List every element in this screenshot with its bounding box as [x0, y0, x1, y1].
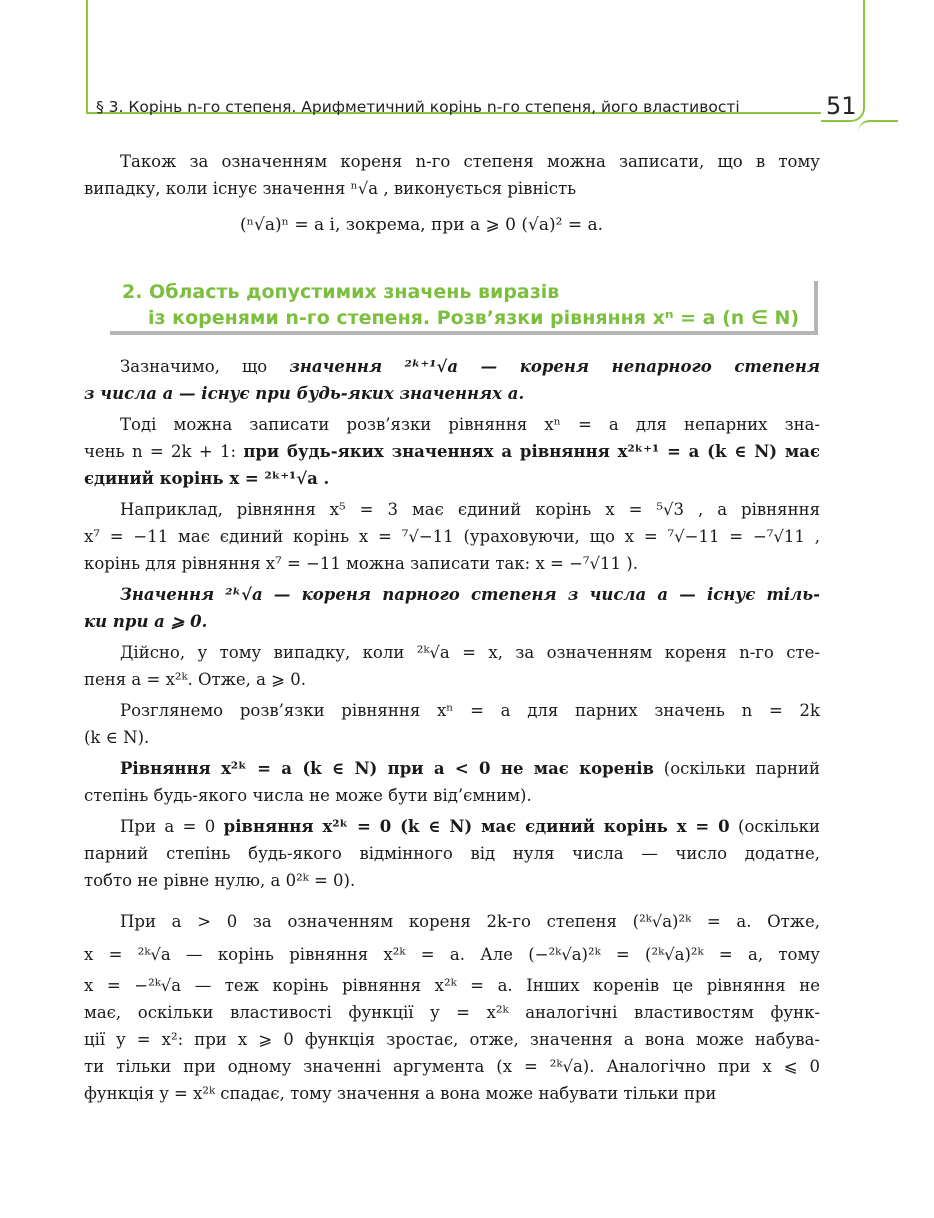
p1-lead: Зазначимо, що [120, 357, 290, 376]
section-heading-line-1: 2. Область допустимих значень виразів [122, 281, 560, 303]
p1-line-2: з числа a — існує при будь-яких значеннях a. [84, 384, 525, 403]
p8-line-3: тобто не рівне нулю, а 0²ᵏ = 0). [84, 871, 356, 890]
page-number: 51 [826, 92, 857, 120]
p2-lead: чень n = 2k + 1: [84, 442, 244, 461]
p8-bold: рівняння x²ᵏ = 0 (k ∈ N) має єдиний корінь x = 0 [223, 817, 730, 836]
p3-line-1: Наприклад, рівняння x⁵ = 3 має єдиний корінь x = ⁵√3 , а рівняння [120, 500, 820, 519]
p4-line-1: Значення ²ᵏ√a — кореня парного степеня з числа a — існує тіль- [120, 585, 820, 604]
running-header-title: § 3. Корінь n-го степеня. Арифметичний корінь n-го степеня, його властивості [96, 98, 740, 116]
p2-line-1: Тоді можна записати розв’язки рівняння xⁿ = a для непарних зна- [120, 415, 820, 434]
p9-line-5: ції y = x²: при x ⩾ 0 функція зростає, отже, значення a вона може набува- [84, 1030, 820, 1049]
p9-line-1: При a > 0 за означенням кореня 2k-го степеня (²ᵏ√a)²ᵏ = a. Отже, [120, 912, 820, 931]
intro-paragraph [84, 148, 820, 202]
p3-line-2: x⁷ = −11 має єдиний корінь x = ⁷√−11 (ураховуючи, що x = ⁷√−11 = −⁷√11 , [84, 527, 820, 546]
p6-line-1: Розглянемо розв’язки рівняння xⁿ = a для парних значень n = 2k [120, 701, 820, 720]
p9-line-6: ти тільки при одному значенні аргумента (x = ²ᵏ√a). Аналогічно при x ⩽ 0 [84, 1057, 820, 1076]
p9-line-4: має, оскільки властивості функції y = x²ᵏ аналогічні властивостям функ- [84, 1003, 820, 1022]
frame-left-line [86, 0, 88, 114]
p4-line-2: ки при a ⩾ 0. [84, 612, 208, 631]
p9-line-7: функція y = x²ᵏ спадає, тому значення a вона може набувати тільки при [84, 1084, 717, 1103]
p2-line-3: єдиний корінь x = ²ᵏ⁺¹√a . [84, 469, 330, 488]
p3-line-3: корінь для рівняння x⁷ = −11 можна записати так: x = −⁷√11 ). [84, 554, 638, 573]
p6-line-2: (k ∈ N). [84, 728, 150, 747]
p8-line-2: парний степінь будь-якого відмінного від нуля числа — число додатне, [84, 844, 820, 863]
intro-line-1: Також за означенням кореня n-го степеня можна записати, що в тому [120, 152, 820, 171]
p5-line-2: пеня a = x²ᵏ. Отже, a ⩾ 0. [84, 670, 306, 689]
p7-bold: Рівняння x²ᵏ = a (k ∈ N) при a < 0 не має коренів [120, 759, 654, 778]
p9-line-2: x = ²ᵏ√a — корінь рівняння x²ᵏ = a. Але (−²ᵏ√a)²ᵏ = (²ᵏ√a)²ᵏ = a, тому [84, 945, 820, 964]
p8-line-1 [84, 813, 820, 840]
body-text [84, 353, 820, 1107]
p2-bold: при будь-яких значеннях a рівняння x²ᵏ⁺¹ = a (k ∈ N) має [243, 442, 820, 461]
p9-line-3: x = −²ᵏ√a — теж корінь рівняння x²ᵏ = a. Інших коренів це рівняння не [84, 976, 820, 995]
p1-line-1 [84, 353, 820, 380]
p7-rest: (оскільки парний [653, 759, 820, 778]
p8-rest: (оскільки [729, 817, 820, 836]
page-number-box-tail [858, 120, 898, 134]
intro-formula: (ⁿ√a)ⁿ = a і, зокрема, при a ⩾ 0 (√a)² = a. [240, 215, 604, 235]
p5-line-1: Дійсно, у тому випадку, коли ²ᵏ√a = x, за означенням кореня n-го сте- [120, 643, 820, 662]
intro-line-2: випадку, коли існує значення ⁿ√a , виконується рівність [84, 179, 577, 198]
p7-line-2: степінь будь-якого числа не може бути від’ємним). [84, 786, 532, 805]
section-heading-line-2: із коренями n-го степеня. Розв’язки рівняння xⁿ = a (n ∈ N) [148, 307, 800, 329]
p7-line-1 [84, 755, 820, 782]
p1-emphasis: значення ²ᵏ⁺¹√a — кореня непарного степеня [289, 357, 820, 376]
p8-lead: При a = 0 [120, 817, 224, 836]
p2-line-2 [84, 438, 820, 465]
